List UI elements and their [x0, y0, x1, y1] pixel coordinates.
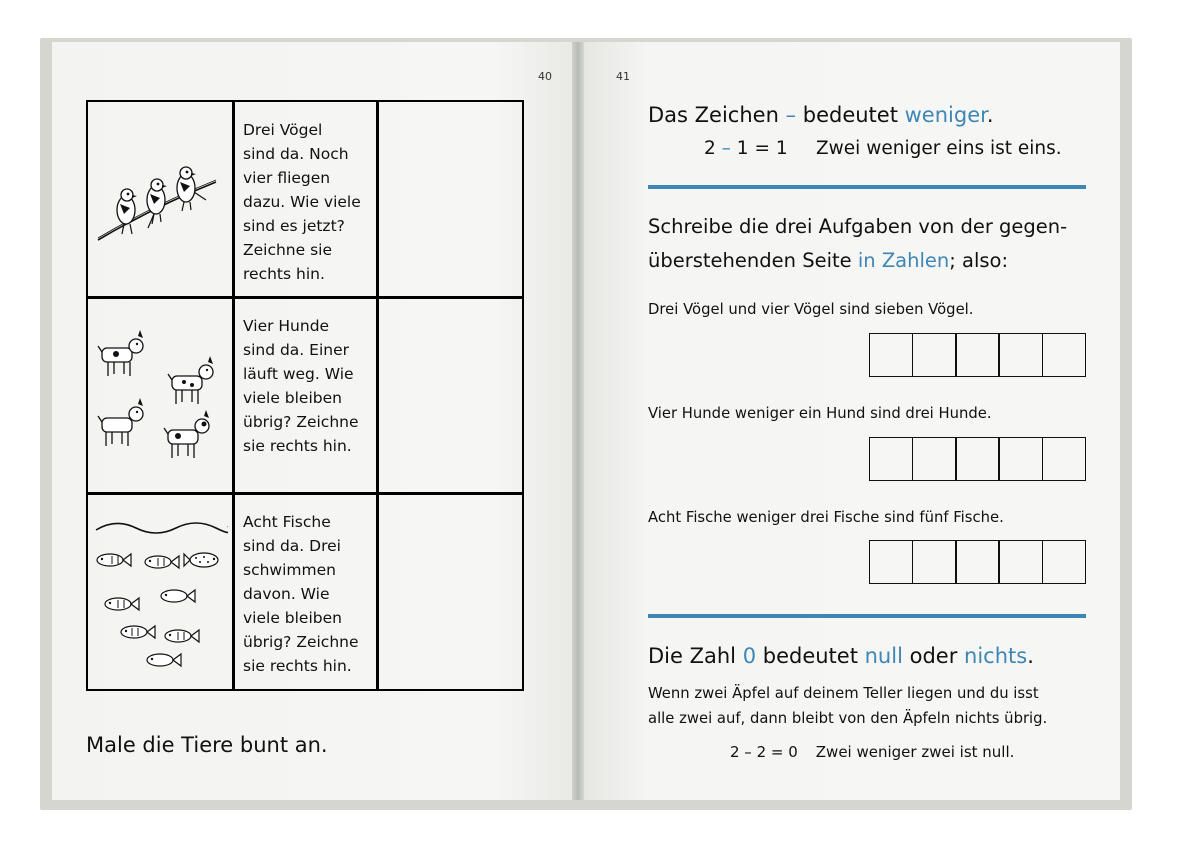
accent-word: null — [864, 644, 903, 668]
answer-box[interactable] — [955, 437, 999, 481]
text: . — [1027, 644, 1034, 668]
book-gutter — [572, 42, 584, 800]
text-line: sind da. Noch — [243, 145, 349, 163]
text: 2 — [704, 138, 722, 159]
page-number-right: 41 — [616, 70, 630, 83]
section-divider — [648, 185, 1086, 189]
grid-divider — [376, 102, 379, 689]
answer-boxes — [869, 333, 1086, 377]
answer-box[interactable] — [998, 437, 1042, 481]
text: 1 = 1 — [730, 138, 788, 159]
answer-box[interactable] — [998, 540, 1042, 584]
text-line: davon. Wie — [243, 585, 330, 603]
text-line: übrig? Zeichne — [243, 633, 359, 651]
answer-box[interactable] — [1042, 333, 1086, 377]
minus-sign: – — [785, 103, 797, 127]
exercise-grid — [86, 100, 524, 691]
answer-box[interactable] — [869, 540, 913, 584]
answer-box[interactable] — [1042, 540, 1086, 584]
text: . — [986, 103, 994, 127]
text-line: Drei Vögel — [243, 121, 323, 139]
text-line: vier fliegen — [243, 169, 331, 187]
minus-heading — [648, 103, 994, 127]
text-line: alle zwei auf, dann bleibt von den Äpfeln nichts übrig. — [648, 710, 1048, 727]
accent-word: 0 — [742, 644, 757, 668]
task-text: Acht Fische weniger drei Fische sind fünf Fische. — [648, 509, 1004, 526]
text-line: sie rechts hin. — [243, 657, 352, 675]
text-line: Wenn zwei Äpfel auf deinem Teller liegen und du isst — [648, 685, 1039, 702]
accent-word: in Zahlen — [857, 249, 950, 272]
zero-example — [730, 743, 1014, 761]
text-line: Vier Hunde — [243, 317, 330, 335]
answer-box[interactable] — [912, 540, 956, 584]
birds-on-branch-icon — [94, 152, 224, 247]
left-caption: Male die Tiere bunt an. — [86, 733, 328, 757]
grid-divider — [88, 492, 522, 495]
text: Das Zeichen — [648, 103, 786, 127]
answer-box[interactable] — [955, 540, 999, 584]
answer-box[interactable] — [869, 437, 913, 481]
answer-box[interactable] — [1042, 437, 1086, 481]
grid-divider — [232, 102, 235, 689]
zero-paragraph — [648, 681, 1047, 731]
answer-box[interactable] — [912, 333, 956, 377]
instruction-text — [648, 210, 1067, 278]
text-line: rechts hin. — [243, 265, 325, 283]
text: überstehenden Seite — [648, 249, 858, 272]
text-line: sind da. Drei — [243, 537, 341, 555]
answer-box[interactable] — [998, 333, 1042, 377]
text-line: sind es jetzt? — [243, 217, 345, 235]
text-line: schwimmen — [243, 561, 336, 579]
text: 2 – 2 = 0 — [730, 743, 798, 761]
minus-example-text: Zwei weniger eins ist eins. — [816, 138, 1062, 159]
text: Die Zahl — [648, 644, 743, 668]
text-line — [648, 244, 1067, 278]
text-line: Schreibe die drei Aufgaben von der gegen- — [648, 215, 1068, 238]
answer-boxes — [869, 540, 1086, 584]
section-divider — [648, 614, 1086, 618]
task-text: Drei Vögel und vier Vögel sind sieben Vögel. — [648, 301, 974, 318]
fish-icon — [92, 516, 228, 676]
cell-text-fish — [243, 510, 373, 678]
text: oder — [902, 644, 965, 668]
cell-text-dogs — [243, 314, 373, 458]
text: Zwei weniger zwei ist null. — [815, 743, 1015, 761]
text-line: sind da. Einer — [243, 341, 349, 359]
text-line: viele bleiben — [243, 389, 342, 407]
answer-boxes — [869, 437, 1086, 481]
text: bedeutet — [756, 644, 865, 668]
text-line: viele bleiben — [243, 609, 342, 627]
text-line: Zeichne sie — [243, 241, 333, 259]
task-text: Vier Hunde weniger ein Hund sind drei Hunde. — [648, 405, 992, 422]
dogs-icon — [94, 330, 224, 465]
answer-box[interactable] — [955, 333, 999, 377]
grid-divider — [88, 296, 522, 299]
zero-heading — [648, 644, 1034, 668]
text-line: läuft weg. Wie — [243, 365, 354, 383]
text: ; also: — [949, 249, 1009, 272]
cell-text-birds — [243, 118, 373, 286]
text-line: übrig? Zeichne — [243, 413, 359, 431]
page-number-left: 40 — [538, 70, 552, 83]
text: bedeutet — [796, 103, 905, 127]
accent-word: weniger — [904, 103, 987, 127]
text-line: Acht Fische — [243, 513, 331, 531]
answer-box[interactable] — [869, 333, 913, 377]
minus-sign: – — [721, 138, 731, 159]
text-line: dazu. Wie viele — [243, 193, 361, 211]
text-line: sie rechts hin. — [243, 437, 352, 455]
minus-example-equation — [704, 138, 788, 159]
accent-word: nichts — [964, 644, 1028, 668]
answer-box[interactable] — [912, 437, 956, 481]
